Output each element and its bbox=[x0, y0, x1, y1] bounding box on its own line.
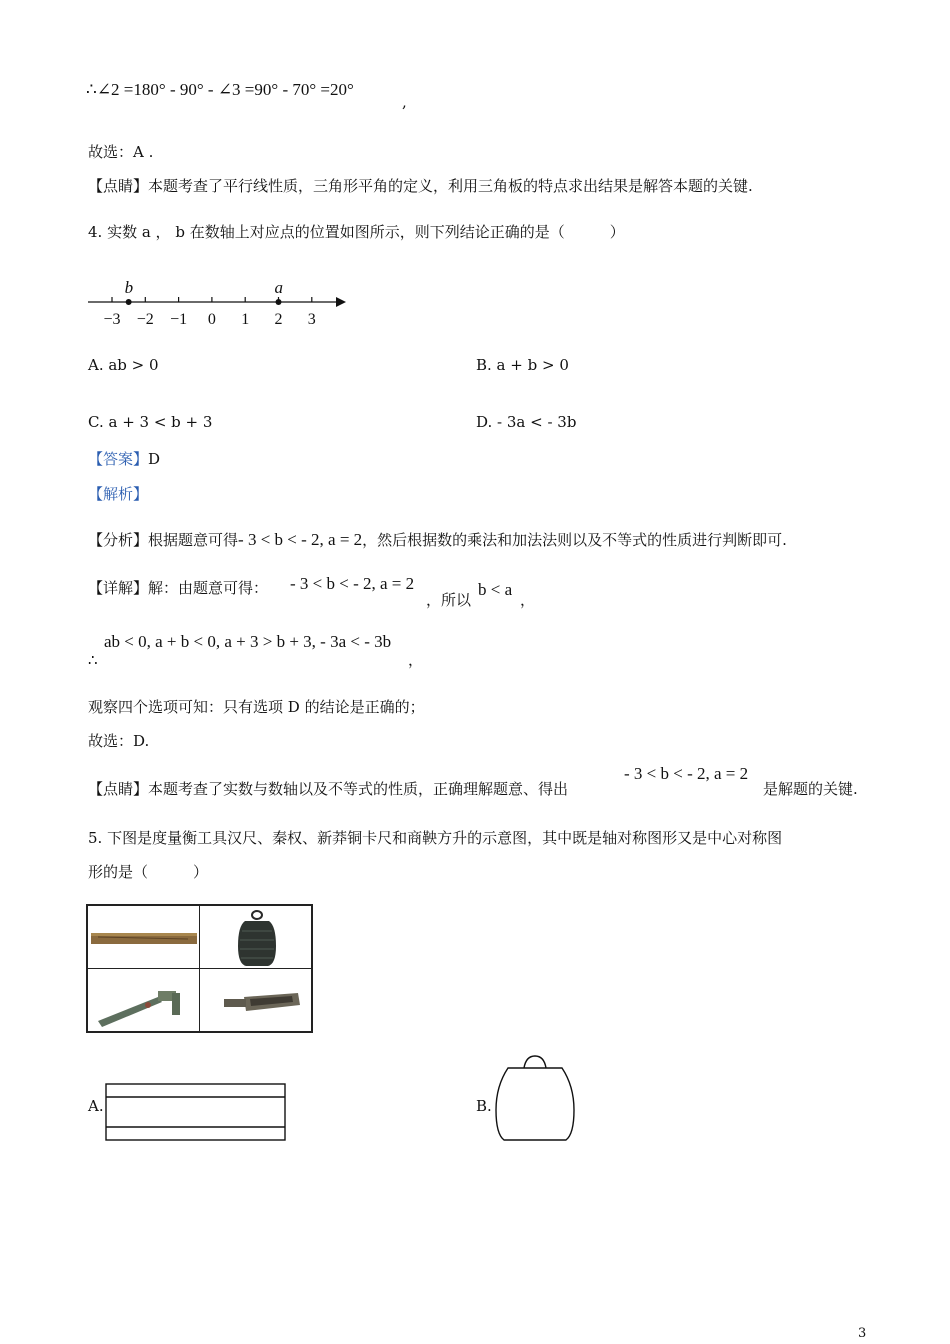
point-a-label: a bbox=[274, 278, 283, 297]
q5-option-a-label: A. bbox=[88, 1097, 104, 1115]
fenxi-pre: 根据题意可得 bbox=[148, 531, 239, 549]
fenxi-post: ，然后根据数的乘法和加法法则以及不等式的性质进行判断即可. bbox=[362, 531, 787, 549]
han-ruler-image bbox=[88, 906, 199, 968]
grid-cell-han-ruler bbox=[87, 905, 200, 969]
xiangjie-math2: b < a bbox=[478, 580, 513, 599]
number-line-tick-label: 3 bbox=[307, 311, 316, 328]
point-b bbox=[126, 299, 132, 305]
number-line-figure bbox=[84, 276, 354, 336]
q4-option-b: B. a + b > 0 bbox=[476, 356, 569, 374]
q4-option-a: A. ab > 0 bbox=[88, 356, 159, 374]
q3-choice: 故选：A . bbox=[88, 143, 154, 161]
answer-line bbox=[88, 449, 160, 469]
q5-option-b-label: B. bbox=[476, 1097, 492, 1115]
shangyang-fangsheng-image bbox=[200, 969, 311, 1031]
dianjing-post: 是解题的关键. bbox=[763, 780, 858, 798]
qin-weight-image bbox=[200, 906, 311, 968]
q3-formula: ∴∠2 =180° - 90° - ∠3 =90° - 70° =20° bbox=[86, 80, 354, 99]
answer-tag: 【答案】 bbox=[88, 450, 149, 468]
q4-option-d: D. - 3a < - 3b bbox=[476, 413, 577, 431]
xiangjie-end: ， bbox=[520, 591, 536, 609]
therefore-symbol: ∴ bbox=[88, 651, 98, 669]
xiangjie-line bbox=[88, 578, 268, 598]
measuring-tools-grid bbox=[86, 904, 313, 1033]
fenxi-math: - 3 < b < - 2, a = 2 bbox=[238, 530, 363, 549]
q3-comment: 【点睛】本题考查了平行线性质，三角形平角的定义，利用三角板的特点求出结果是解答本题的关键. bbox=[88, 177, 753, 195]
number-line-tick-label: 0 bbox=[207, 311, 216, 328]
dianjing-line bbox=[88, 779, 568, 799]
fenxi-tag: 【分析】 bbox=[88, 531, 149, 549]
grid-cell-qin-weight bbox=[199, 905, 312, 969]
dianjing-tag: 【点睛】 bbox=[88, 780, 149, 798]
option-a-ruler-figure bbox=[104, 1082, 288, 1142]
q5-stem-line1: 5. 下图是度量衡工具汉尺、秦权、新莽铜卡尺和商鞅方升的示意图，其中既是轴对称图形又是中心对称图 bbox=[88, 829, 783, 847]
therefore-end: ， bbox=[408, 651, 424, 669]
page-number: 3 bbox=[858, 1326, 867, 1341]
xinmang-caliper-image bbox=[88, 969, 199, 1031]
observe-line: 观察四个选项可知：只有选项 D 的结论是正确的； bbox=[88, 698, 425, 716]
number-line-tick-label: 1 bbox=[241, 311, 250, 328]
choice-line: 故选：D. bbox=[88, 732, 150, 750]
q4-option-c: C. a + 3 < b + 3 bbox=[88, 413, 213, 431]
q3-formula-comma: , bbox=[402, 93, 407, 111]
number-line-arrow bbox=[336, 297, 346, 307]
xiangjie-mid: ，所以 bbox=[426, 591, 472, 609]
dianjing-pre: 本题考查了实数与数轴以及不等式的性质，正确理解题意、得出 bbox=[148, 780, 569, 798]
xiangjie-tag: 【详解】 bbox=[88, 579, 149, 597]
number-line-tick-label: −2 bbox=[136, 311, 154, 328]
grid-cell-xinmang-caliper bbox=[87, 968, 200, 1032]
q5-stem-line2: 形的是（ ） bbox=[88, 863, 209, 881]
number-line-tick-label: −1 bbox=[170, 311, 188, 328]
fenxi-line bbox=[88, 530, 787, 550]
grid-cell-shangyang-fangsheng bbox=[199, 968, 312, 1032]
xiangjie-pre: 解：由题意可得： bbox=[148, 579, 269, 597]
point-a bbox=[276, 299, 282, 305]
option-b-weight-figure bbox=[492, 1050, 578, 1144]
analysis-tag: 【解析】 bbox=[88, 485, 149, 503]
therefore-math: ab < 0, a + b < 0, a + 3 > b + 3, - 3a < - 3b bbox=[104, 632, 392, 651]
xiangjie-math: - 3 < b < - 2, a = 2 bbox=[290, 574, 415, 593]
number-line-tick-label: −3 bbox=[103, 311, 121, 328]
point-b-label: b bbox=[124, 278, 134, 297]
q4-stem: 4. 实数 a ， b 在数轴上对应点的位置如图所示，则下列结论正确的是（ ） bbox=[88, 223, 625, 241]
answer-value: D bbox=[148, 450, 161, 468]
number-line-tick-label: 2 bbox=[274, 311, 283, 328]
dianjing-math: - 3 < b < - 2, a = 2 bbox=[624, 764, 749, 783]
